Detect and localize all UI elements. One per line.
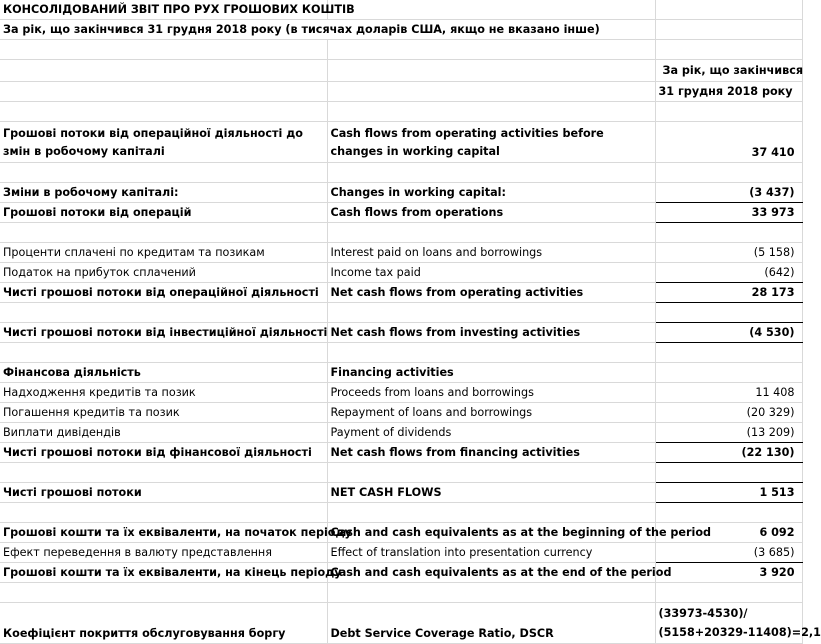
cell[interactable] bbox=[655, 102, 802, 122]
row-label-en[interactable]: Proceeds from loans and borrowings bbox=[327, 383, 655, 403]
cell[interactable] bbox=[655, 343, 802, 363]
row-label-en[interactable]: Changes in working capital: bbox=[327, 183, 655, 203]
row-label-en[interactable]: Cash and cash equivalents as at the end of the period bbox=[327, 563, 655, 583]
cell[interactable] bbox=[0, 343, 327, 363]
cell[interactable] bbox=[655, 0, 802, 20]
row-label-en[interactable]: Interest paid on loans and borrowings bbox=[327, 243, 655, 263]
row-value[interactable]: (22 130) bbox=[655, 443, 802, 463]
row-value[interactable]: 3 920 bbox=[655, 563, 802, 583]
row-label-ua[interactable]: Грошові кошти та їх еквіваленти, на кінець періоду bbox=[0, 563, 327, 583]
row-label-ua[interactable]: Чисті грошові потоки bbox=[0, 483, 327, 503]
row-label-en[interactable]: Net cash flows from investing activities bbox=[327, 323, 655, 343]
row-label-ua[interactable]: Виплати дивідендів bbox=[0, 423, 327, 443]
row-label-ua[interactable]: Фінансова діяльність bbox=[0, 363, 327, 383]
row-label-ua[interactable]: Ефект переведення в валюту представлення bbox=[0, 543, 327, 563]
dscr-formula-cell[interactable] bbox=[655, 603, 821, 644]
row-label-ua[interactable]: Проценти сплачені по кредитам та позикам bbox=[0, 243, 327, 263]
cell[interactable] bbox=[0, 303, 327, 323]
cell[interactable] bbox=[655, 363, 802, 383]
cell[interactable] bbox=[327, 303, 655, 323]
row-label-ua[interactable]: Чисті грошові потоки від операційної діяльності bbox=[0, 283, 327, 303]
cell[interactable] bbox=[655, 463, 802, 483]
row-label-ua[interactable]: Грошові кошти та їх еквіваленти, на початок періоду bbox=[0, 523, 327, 543]
row-value[interactable]: (642) bbox=[655, 263, 802, 283]
cell[interactable] bbox=[655, 20, 802, 40]
page-title[interactable]: КОНСОЛІДОВАНИЙ ЗВІТ ПРО РУХ ГРОШОВИХ КОШТІВ bbox=[0, 0, 327, 20]
cell[interactable] bbox=[0, 223, 327, 243]
row-label-en[interactable]: Net cash flows from operating activities bbox=[327, 283, 655, 303]
row-label-en[interactable]: Net cash flows from financing activities bbox=[327, 443, 655, 463]
row-label-ua[interactable]: Податок на прибуток сплачений bbox=[0, 263, 327, 283]
row-label-en[interactable]: Income tax paid bbox=[327, 263, 655, 283]
row-label-ua[interactable]: Зміни в робочому капіталі: bbox=[0, 183, 327, 203]
row-label-ua[interactable]: Грошові потоки від операційної діяльності до змін в робочому капіталі bbox=[0, 122, 327, 163]
row-label-en[interactable]: Cash flows from operations bbox=[327, 203, 655, 223]
row-value[interactable]: (4 530) bbox=[655, 323, 802, 343]
row-label-ua[interactable]: Чисті грошові потоки від фінансової діяльності bbox=[0, 443, 327, 463]
row-value[interactable]: 1 513 bbox=[655, 483, 802, 503]
cell[interactable] bbox=[655, 40, 802, 60]
row-label-en[interactable]: Cash and cash equivalents as at the beginning of the period bbox=[327, 523, 655, 543]
row-label-ua[interactable]: Надходження кредитів та позик bbox=[0, 383, 327, 403]
cell[interactable] bbox=[327, 40, 655, 60]
row-label-en[interactable]: NET CASH FLOWS bbox=[327, 483, 655, 503]
cell[interactable] bbox=[327, 223, 655, 243]
row-value[interactable]: 28 173 bbox=[655, 283, 802, 303]
cell[interactable] bbox=[327, 583, 655, 603]
cell[interactable] bbox=[0, 583, 327, 603]
cell[interactable] bbox=[327, 82, 655, 102]
row-value[interactable]: (13 209) bbox=[655, 423, 802, 443]
row-value[interactable]: 6 092 bbox=[655, 523, 802, 543]
cell[interactable] bbox=[655, 223, 802, 243]
cell[interactable] bbox=[655, 303, 802, 323]
row-label-en[interactable]: Effect of translation into presentation currency bbox=[327, 543, 655, 563]
row-value[interactable]: (3 437) bbox=[655, 183, 802, 203]
row-label-en[interactable]: Repayment of loans and borrowings bbox=[327, 403, 655, 423]
cell[interactable] bbox=[327, 503, 655, 523]
row-label-ua[interactable]: Коефіцієнт покриття обслуговування боргу bbox=[0, 603, 327, 644]
cell[interactable] bbox=[0, 503, 327, 523]
cell[interactable] bbox=[0, 163, 327, 183]
cell[interactable] bbox=[0, 463, 327, 483]
dscr-formula-line2: (5158+20329-11408)=2,1 bbox=[658, 626, 821, 639]
period-header-line2[interactable]: 31 грудня 2018 року bbox=[655, 82, 802, 102]
cell[interactable] bbox=[327, 343, 655, 363]
row-label-en[interactable]: Cash flows from operating activities before changes in working capital bbox=[327, 122, 655, 163]
period-header-line1[interactable]: За рік, що закінчився bbox=[655, 60, 802, 82]
cell[interactable] bbox=[655, 583, 802, 603]
row-label-en[interactable]: Debt Service Coverage Ratio, DSCR bbox=[327, 603, 655, 644]
row-label-ua[interactable]: Погашення кредитів та позик bbox=[0, 403, 327, 423]
cell[interactable] bbox=[0, 40, 327, 60]
row-label-en[interactable]: Payment of dividends bbox=[327, 423, 655, 443]
row-value[interactable]: (20 329) bbox=[655, 403, 802, 423]
cell[interactable] bbox=[327, 463, 655, 483]
cell[interactable] bbox=[655, 163, 802, 183]
cell[interactable] bbox=[0, 60, 327, 82]
dscr-formula-line1: (33973-4530)/ bbox=[658, 607, 748, 620]
row-label-ua[interactable]: Чисті грошові потоки від інвестиційної діяльності bbox=[0, 323, 327, 343]
cell[interactable] bbox=[327, 0, 655, 20]
cell[interactable] bbox=[327, 163, 655, 183]
cell[interactable] bbox=[0, 82, 327, 102]
row-label-ua[interactable]: Грошові потоки від операцій bbox=[0, 203, 327, 223]
page-subtitle[interactable]: За рік, що закінчився 31 грудня 2018 року (в тисячах доларів США, якщо не вказано інше) bbox=[0, 20, 655, 40]
cell[interactable] bbox=[327, 60, 655, 82]
row-value[interactable]: 37 410 bbox=[655, 122, 802, 163]
row-label-en[interactable]: Financing activities bbox=[327, 363, 655, 383]
cell[interactable] bbox=[0, 102, 327, 122]
row-value[interactable]: 11 408 bbox=[655, 383, 802, 403]
cell[interactable] bbox=[327, 102, 655, 122]
row-value[interactable]: (5 158) bbox=[655, 243, 802, 263]
row-value[interactable]: 33 973 bbox=[655, 203, 802, 223]
row-value[interactable]: (3 685) bbox=[655, 543, 802, 563]
cell[interactable] bbox=[655, 503, 802, 523]
